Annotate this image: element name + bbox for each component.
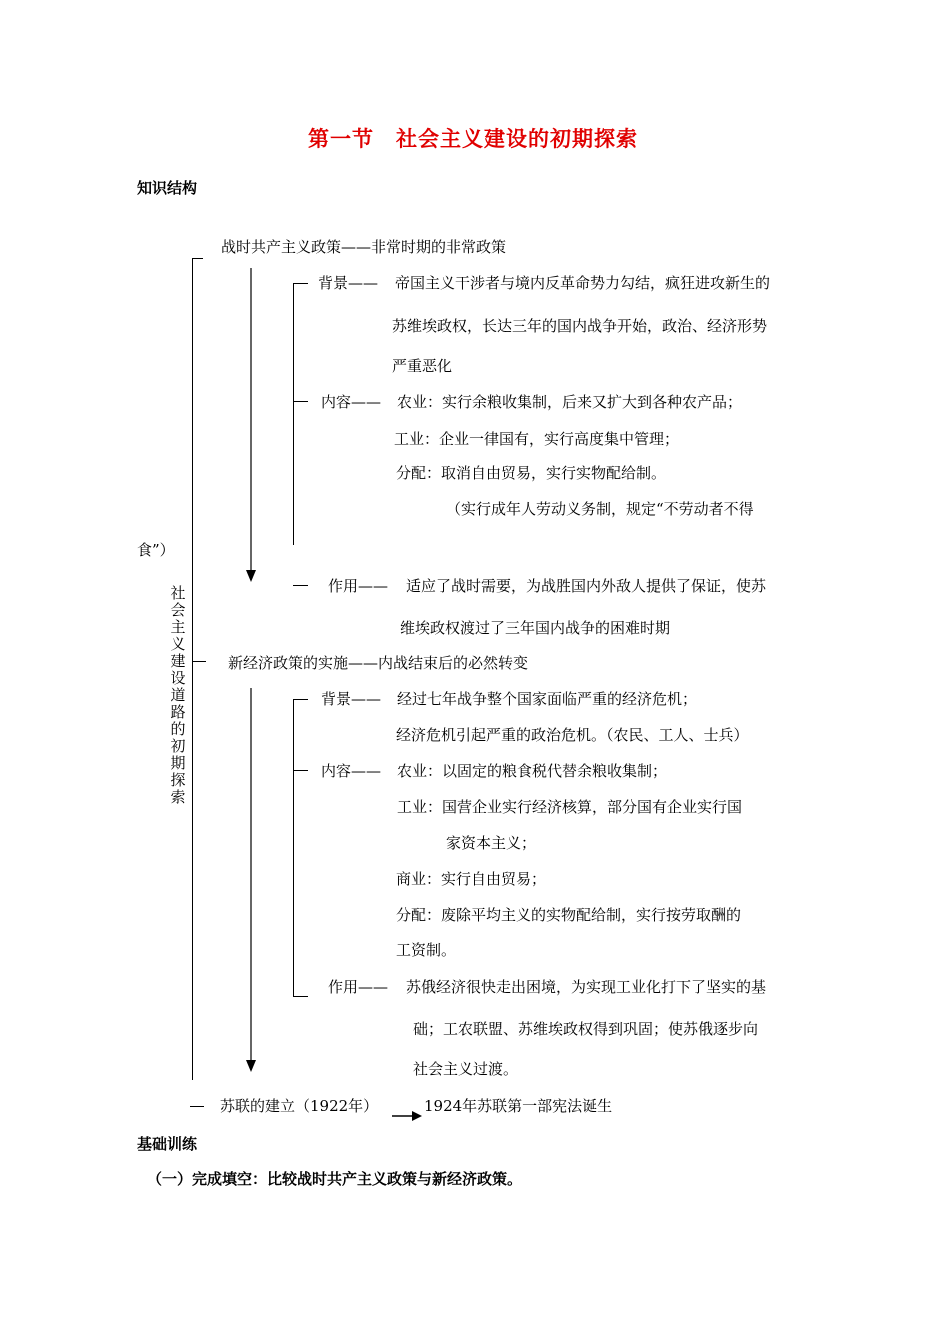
outer-bracket-top (192, 258, 203, 259)
nep-content-distribution: 分配：废除平均主义的实物配给制，实行按劳取酬的 (396, 906, 742, 924)
war-communism-content-label: 内容—— (321, 393, 382, 411)
nep-content-industry-cont: 家资本主义； (446, 834, 537, 852)
nep-effect-line-3: 社会主义过渡。 (413, 1060, 519, 1078)
war-communism-arrow (244, 268, 258, 584)
ussr-constitution: 1924年苏联第一部宪法诞生 (424, 1097, 613, 1115)
war-communism-effect-line-1: 适应了战时需要，为战胜国内外敌人提供了保证，使苏 (406, 577, 767, 595)
outer-bracket-bottom (190, 1106, 204, 1107)
section-heading-structure: 知识结构 (137, 179, 198, 197)
nep-content-tick (293, 770, 308, 771)
nep-arrow (244, 688, 258, 1074)
nep-content-agri: 农业：以固定的粮食税代替余粮收集制； (397, 762, 668, 780)
war-communism-content-agri: 农业：实行余粮收集制，后来又扩大到各种农产品； (397, 393, 743, 411)
war-communism-effect-label: 作用—— (328, 577, 389, 595)
nep-bg-line-1: 经过七年战争整个国家面临严重的经济危机； (397, 690, 698, 708)
nep-bg-line-2: 经济危机引起严重的政治危机。（农民、工人、士兵） (396, 726, 749, 744)
war-communism-content-note: （实行成年人劳动义务制，规定“不劳动者不得 (446, 500, 754, 518)
war-communism-bg-label: 背景—— (318, 274, 379, 292)
war-communism-content-note-cont: 食”） (137, 541, 175, 559)
nep-effect-line-1: 苏俄经济很快走出困境，为实现工业化打下了坚实的基 (406, 978, 767, 996)
side-label-vertical: 社 会 主 义 建 设 道 路 的 初 期 探 索 (170, 584, 186, 806)
war-communism-title: 战时共产主义政策——非常时期的非常政策 (221, 238, 507, 256)
ussr-founding: 苏联的建立（1922年） (220, 1097, 379, 1115)
outer-bracket-middle (192, 661, 206, 662)
war-communism-bg-line-3: 严重恶化 (392, 357, 453, 375)
nep-effect-line-2: 础；工农联盟、苏维埃政权得到巩固；使苏俄逐步向 (413, 1020, 759, 1038)
war-communism-content-tick (293, 401, 308, 402)
nep-content-commerce: 商业：实行自由贸易； (396, 870, 547, 888)
nep-content-distribution-cont: 工资制。 (396, 941, 457, 959)
nep-effect-tick (293, 996, 308, 997)
war-communism-effect-tick (293, 585, 308, 586)
exercise-1-prompt: （一）完成填空：比较战时共产主义政策与新经济政策。 (147, 1170, 523, 1188)
war-communism-bg-tick (293, 283, 308, 284)
nep-title: 新经济政策的实施——内战结束后的必然转变 (228, 654, 529, 672)
nep-effect-label: 作用—— (328, 978, 389, 996)
war-communism-bg-line-2: 苏维埃政权，长达三年的国内战争开始，政治、经济形势 (392, 317, 768, 335)
nep-content-label: 内容—— (321, 762, 382, 780)
war-communism-content-distribution: 分配：取消自由贸易，实行实物配给制。 (396, 464, 667, 482)
outer-bracket-line (192, 258, 193, 1080)
war-communism-effect-line-2: 维埃政权渡过了三年国内战争的困难时期 (400, 619, 671, 637)
nep-bg-label: 背景—— (321, 690, 382, 708)
war-communism-content-industry: 工业：企业一律国有，实行高度集中管理； (394, 430, 680, 448)
page-title: 第一节 社会主义建设的初期探索 (308, 127, 638, 151)
ussr-arrow (392, 1110, 422, 1122)
war-communism-bg-line-1: 帝国主义干涉者与境内反革命势力勾结，疯狂进攻新生的 (395, 274, 771, 292)
nep-bg-tick (293, 699, 308, 700)
nep-inner-bracket (293, 699, 294, 996)
nep-content-industry: 工业：国营企业实行经济核算，部分国有企业实行国 (397, 798, 743, 816)
war-communism-inner-bracket (293, 283, 294, 545)
section-heading-training: 基础训练 (137, 1135, 198, 1153)
